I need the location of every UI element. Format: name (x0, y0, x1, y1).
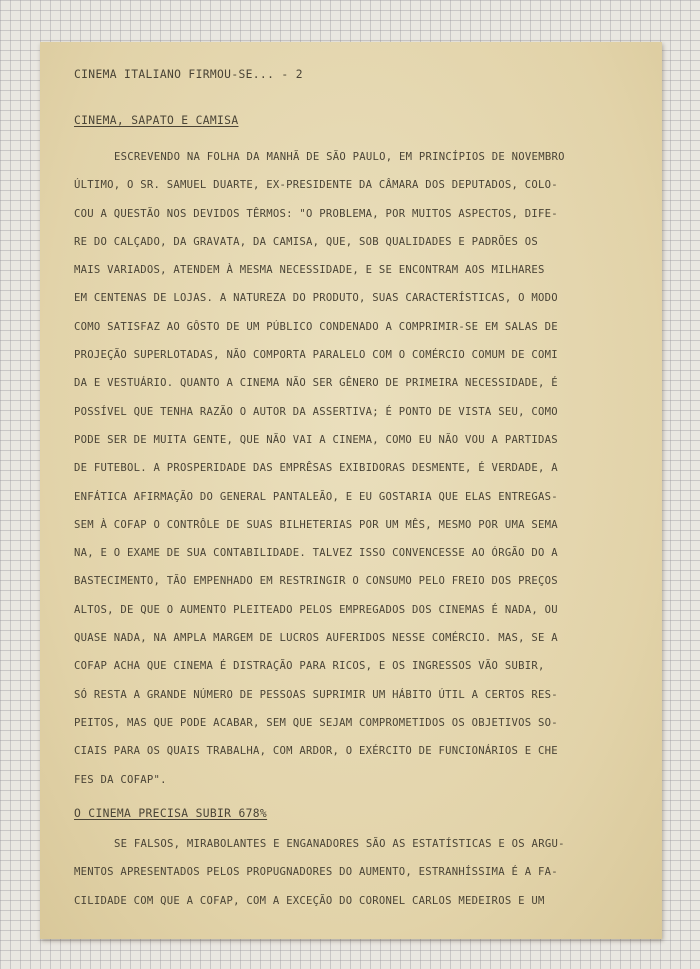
text-line: DE FUTEBOL. A PROSPERIDADE DAS EMPRÊSAS EXIBIDORAS DESMENTE, É VERDADE, A (74, 462, 558, 475)
text-line: ÚLTIMO, O SR. SAMUEL DUARTE, EX-PRESIDENTE DA CÂMARA DOS DEPUTADOS, COLO- (74, 179, 558, 192)
text-line: BASTECIMENTO, TÃO EMPENHADO EM RESTRINGIR O CONSUMO PELO FREIO DOS PREÇOS (74, 575, 558, 588)
text-line: EM CENTENAS DE LOJAS. A NATUREZA DO PRODUTO, SUAS CARACTERÍSTICAS, O MODO (74, 292, 558, 305)
paragraph-estatisticas (74, 830, 634, 915)
text-line: MAIS VARIADOS, ATENDEM À MESMA NECESSIDADE, E SE ENCONTRAM AOS MILHARES (74, 264, 545, 277)
text-line: SEM À COFAP O CONTRÔLE DE SUAS BILHETERIAS POR UM MÊS, MESMO POR UMA SEMA (74, 518, 558, 531)
text-line: ENFÁTICA AFIRMAÇÃO DO GENERAL PANTALEÃO, E EU GOSTARIA QUE ELAS ENTREGAS- (74, 490, 558, 503)
page-header: CINEMA ITALIANO FIRMOU-SE... - 2 (74, 68, 303, 81)
text-line: SE FALSOS, MIRABOLANTES E ENGANADORES SÃO AS ESTATÍSTICAS E OS ARGU- (114, 838, 565, 850)
text-line: POSSÍVEL QUE TENHA RAZÃO O AUTOR DA ASSERTIVA; É PONTO DE VISTA SEU, COMO (74, 405, 558, 418)
text-line: NA, E O EXAME DE SUA CONTABILIDADE. TALVEZ ISSO CONVENCESSE AO ÓRGÃO DO A (74, 547, 558, 560)
text-line: FES DA COFAP". (74, 773, 167, 786)
typewritten-page (40, 42, 662, 939)
text-line: DA E VESTUÁRIO. QUANTO A CINEMA NÃO SER GÊNERO DE PRIMEIRA NECESSIDADE, É (74, 377, 558, 390)
section-title-cinema-precisa-subir: O CINEMA PRECISA SUBIR 678% (74, 807, 268, 820)
text-line: CILIDADE COM QUE A COFAP, COM A EXCEÇÃO DO CORONEL CARLOS MEDEIROS E UM (74, 894, 545, 907)
text-line: SÓ RESTA A GRANDE NÚMERO DE PESSOAS SUPRIMIR UM HÁBITO ÚTIL A CERTOS RES- (74, 688, 558, 701)
text-line: COFAP ACHA QUE CINEMA É DISTRAÇÃO PARA RICOS, E OS INGRESSOS VÃO SUBIR, (74, 660, 545, 673)
text-line: ESCREVENDO NA FOLHA DA MANHÃ DE SÃO PAULO, EM PRINCÍPIOS DE NOVEMBRO (114, 151, 565, 163)
text-line: PEITOS, MAS QUE PODE ACABAR, SEM QUE SEJAM COMPROMETIDOS OS OBJETIVOS SO- (74, 716, 558, 729)
text-line: PODE SER DE MUITA GENTE, QUE NÃO VAI A CINEMA, COMO EU NÃO VOU A PARTIDAS (74, 433, 558, 446)
paragraph-folha-da-manha (74, 143, 634, 794)
section-title-cinema-sapato-camisa: CINEMA, SAPATO E CAMISA (74, 114, 239, 127)
text-line: PROJEÇÃO SUPERLOTADAS, NÃO COMPORTA PARALELO COM O COMÉRCIO COMUM DE COMI (74, 349, 558, 362)
text-line: CIAIS PARA OS QUAIS TRABALHA, COM ARDOR, O EXÉRCITO DE FUNCIONÁRIOS E CHE (74, 745, 558, 758)
text-line: QUASE NADA, NA AMPLA MARGEM DE LUCROS AUFERIDOS NESSE COMÉRCIO. MAS, SE A (74, 632, 558, 645)
text-line: RE DO CALÇADO, DA GRAVATA, DA CAMISA, QUE, SOB QUALIDADES E PADRÕES OS (74, 235, 538, 248)
text-line: ALTOS, DE QUE O AUMENTO PLEITEADO PELOS EMPREGADOS DOS CINEMAS É NADA, OU (74, 603, 558, 616)
text-line: MENTOS APRESENTADOS PELOS PROPUGNADORES DO AUMENTO, ESTRANHÍSSIMA É A FA- (74, 866, 558, 879)
text-line: COMO SATISFAZ AO GÔSTO DE UM PÚBLICO CONDENADO A COMPRIMIR-SE EM SALAS DE (74, 320, 558, 333)
text-line: COU A QUESTÃO NOS DEVIDOS TÊRMOS: "O PROBLEMA, POR MUITOS ASPECTOS, DIFE- (74, 207, 558, 220)
